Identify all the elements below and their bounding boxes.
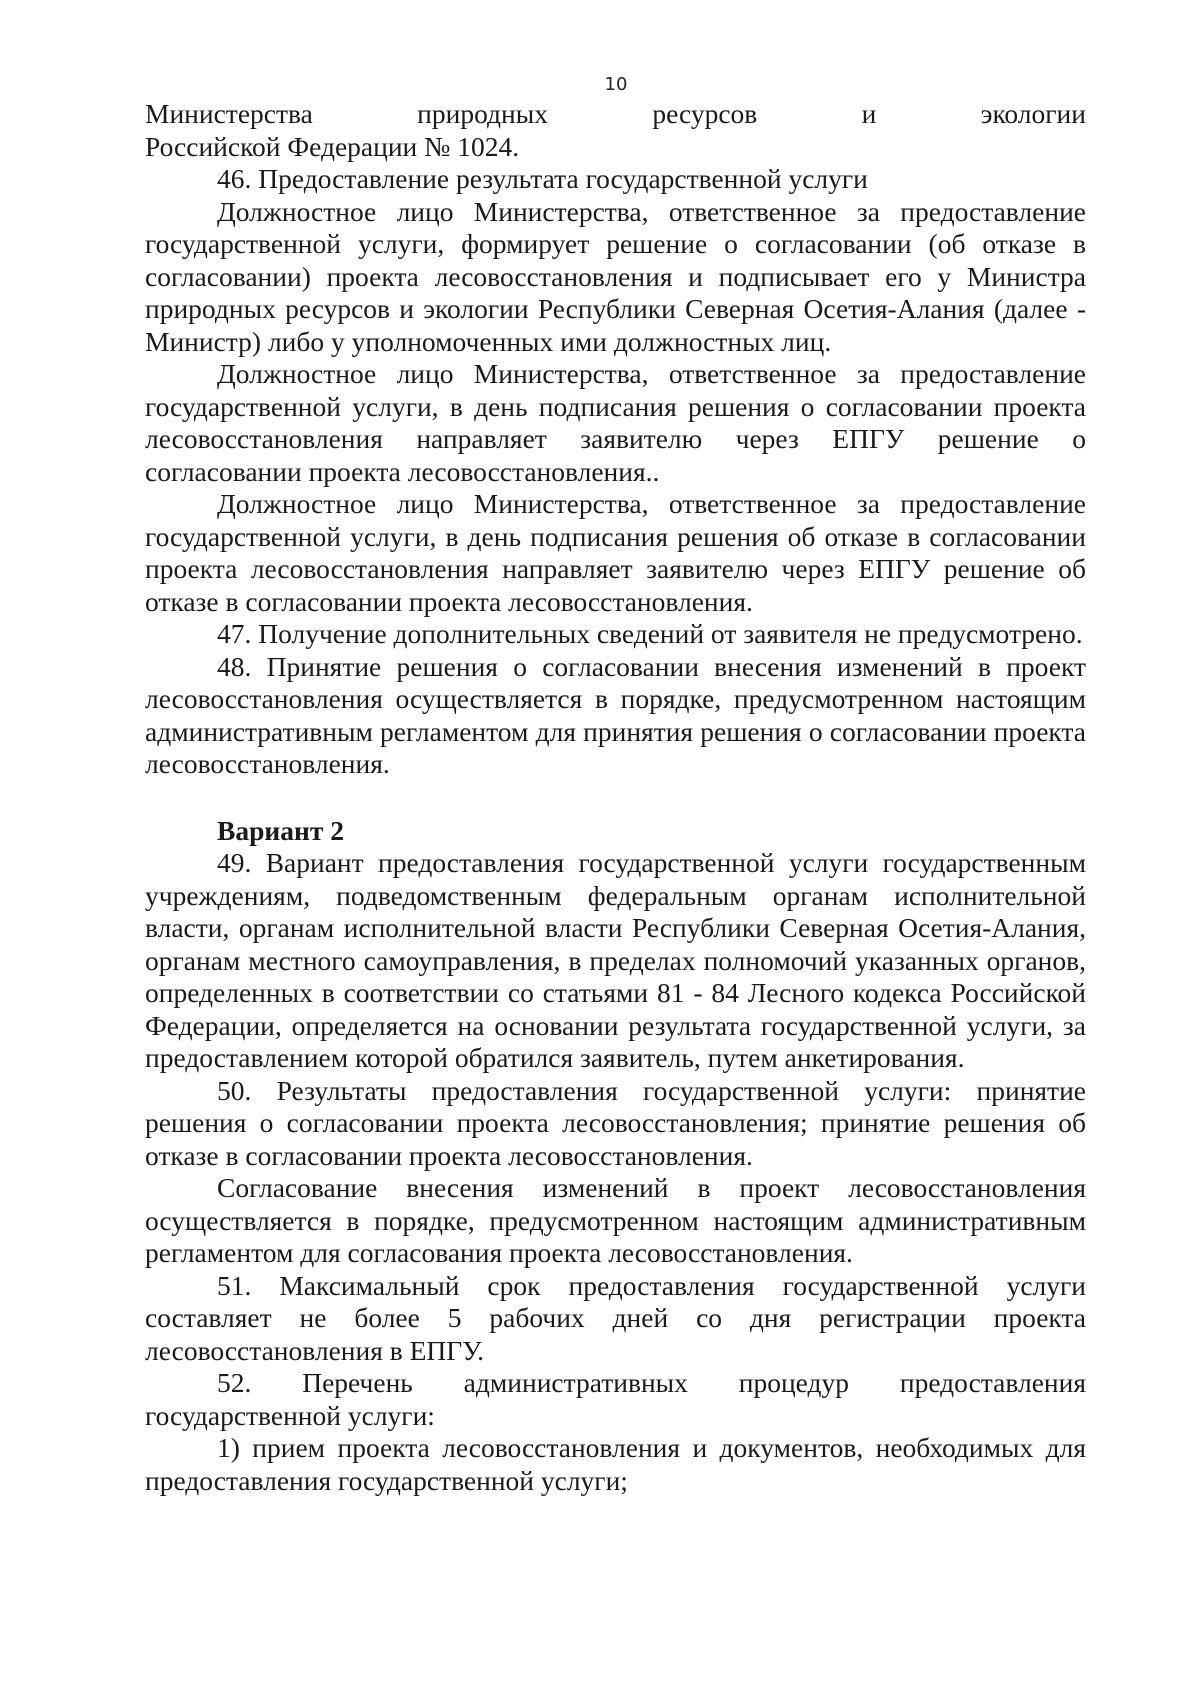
paragraph-result-decision: Должностное лицо Министерства, ответственное за предоставление государственной услуги, формирует решение о согласовании (об отказе в согласовании) проекта лесовосстановления и подписывает его у Министра природных ресурсов и экологии Республики Северная Осетия-Алания (далее - Министр) либо у уполномоченных ими должностных лиц. — [145, 195, 1086, 357]
list-item-1: 1) прием проекта лесовосстановления и документов, необходимых для предоставления государственной услуги; — [145, 1432, 1086, 1496]
page-number: 10 — [604, 74, 628, 95]
document-body — [145, 98, 1086, 1497]
paragraph-49: 49. Вариант предоставления государственной услуги государственным учреждениям, подведомственным федеральным органам исполнительной власти, органам исполнительной власти Республики Северная Осетия-Алания, органам местного самоуправления, в пределах полномочий указанных органов, определенных в соответствии со статьями 81 - 84 Лесного кодекса Российской Федерации, определяется на основании результата государственной услуги, за предоставлением которой обратился заявитель, путем анкетирования. — [145, 847, 1086, 1073]
paragraph-46-heading: 46. Предоставление результата государственной услуги — [217, 163, 868, 194]
paragraph-continuation-line1: Министерства природных ресурсов и экологии — [145, 98, 1086, 129]
variant-heading: Вариант 2 — [217, 814, 344, 846]
paragraph-50: 50. Результаты предоставления государственной услуги: принятие решения о согласовании проекта лесовосстановления; принятие решения об отказе в согласовании проекта лесовосстановления. — [145, 1074, 1086, 1171]
paragraph-approval-notice: Должностное лицо Министерства, ответственное за предоставление государственной услуги, в день подписания решения о согласовании проекта лесовосстановления направляет заявителю через ЕПГУ решение о согласовании проекта лесовосстановления.. — [145, 358, 1086, 487]
paragraph-47: 47. Получение дополнительных сведений от заявителя не предусмотрено. — [217, 618, 1083, 649]
paragraph-52: 52. Перечень административных процедур предоставления государственной услуги: — [145, 1367, 1086, 1431]
paragraph-amendment-approval: Согласование внесения изменений в проект лесовосстановления осуществляется в порядке, предусмотренном настоящим административным регламентом для согласования проекта лесовосстановления. — [145, 1172, 1086, 1268]
paragraph-continuation-line2: Российской Федерации № 1024. — [145, 130, 520, 162]
paragraph-refusal-notice: Должностное лицо Министерства, ответственное за предоставление государственной услуги, в день подписания решения об отказе в согласовании проекта лесовосстановления направляет заявителю через ЕПГУ решение об отказе в согласовании проекта лесовосстановления. — [145, 488, 1086, 617]
paragraph-48: 48. Принятие решения о согласовании внесения изменений в проект лесовосстановления осуществляется в порядке, предусмотренном настоящим административным регламентом для принятия решения о согласовании проекта лесовосстановления. — [145, 650, 1086, 779]
paragraph-51: 51. Максимальный срок предоставления государственной услуги составляет не более 5 рабочих дней со дня регистрации проекта лесовосстановления в ЕПГУ. — [145, 1269, 1086, 1366]
